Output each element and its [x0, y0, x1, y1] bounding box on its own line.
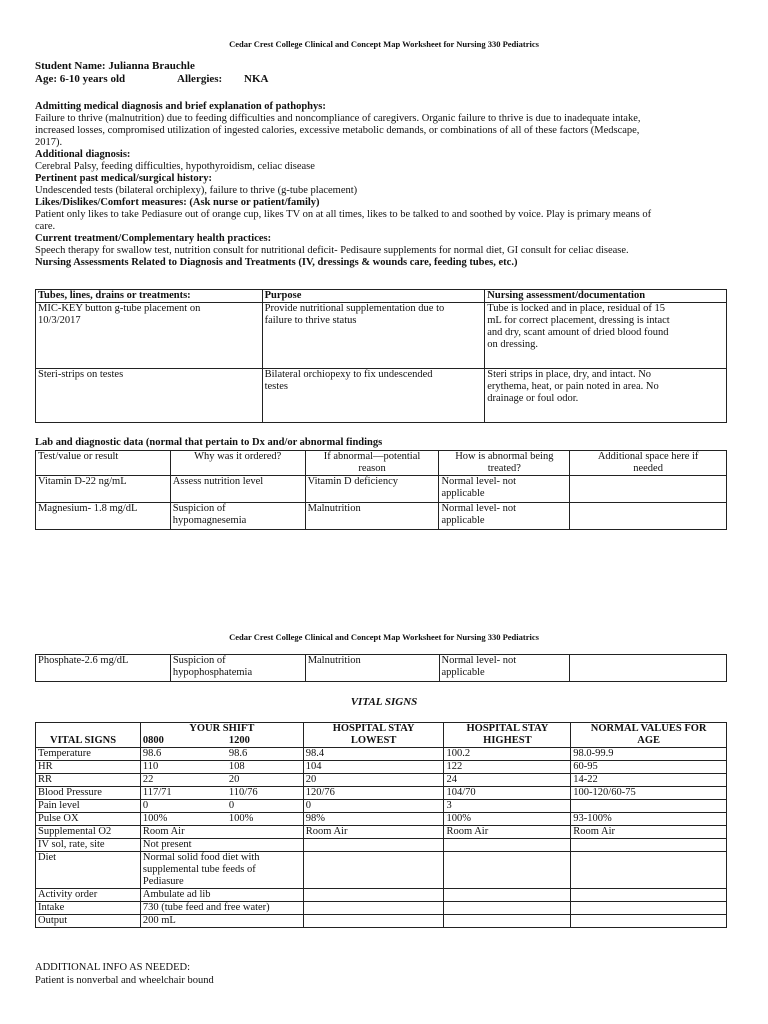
- likes-line: Patient only likes to take Pediasure out of orange cup, likes TV on at all times, likes to be talked to and soothed by voice. Play is primary means of: [35, 209, 652, 220]
- column-header: [170, 451, 305, 476]
- vital-name: Temperature: [36, 748, 141, 761]
- tubes-table: [35, 289, 727, 423]
- table-cell: [36, 476, 171, 503]
- highest-value: 3: [444, 800, 571, 813]
- shift-values: [140, 787, 303, 800]
- value-1200: 98.6: [228, 748, 248, 759]
- table-cell: [485, 303, 727, 369]
- lowest-value: 0: [303, 800, 444, 813]
- value-0800: Room Air: [142, 826, 185, 837]
- column-header: [571, 723, 727, 748]
- lowest-value: 20: [303, 774, 444, 787]
- shift-values: [140, 826, 303, 839]
- shift-pair: [143, 748, 301, 760]
- column-header: [140, 723, 303, 748]
- header-line: Additional space here if: [597, 451, 699, 462]
- table-row: [36, 655, 727, 682]
- cell-line: Malnutrition: [307, 503, 361, 514]
- additional-heading: Additional diagnosis:: [35, 149, 131, 160]
- table-cell: [571, 852, 727, 889]
- likes-heading: Likes/Dislikes/Comfort measures: (Ask nurse or patient/family): [35, 197, 320, 208]
- table-cell: [262, 369, 485, 423]
- cell-line: supplemental tube feeds of: [142, 864, 256, 875]
- allergies-value: NKA: [244, 73, 269, 85]
- admitting-heading: Admitting medical diagnosis and brief explanation of pathophys:: [35, 101, 326, 112]
- column-header: [570, 451, 727, 476]
- table-row: [36, 902, 727, 915]
- value-0800: 98.6: [142, 748, 162, 759]
- cell-line: 730 (tube feed and free water): [142, 902, 270, 913]
- table-row: [36, 476, 727, 503]
- header-line: If abnormal—potential: [323, 451, 421, 462]
- vital-name: RR: [36, 774, 141, 787]
- cell-line: Vitamin D-22 ng/mL: [38, 476, 127, 487]
- table-cell: Phosphate-2.6 mg/dL: [36, 655, 171, 682]
- table-row: [36, 839, 727, 852]
- cell-line: erythema, heat, or pain noted in area. No: [487, 381, 659, 392]
- cell-line: Steri strips in place, dry, and intact. No: [487, 369, 652, 380]
- vital-name: Pulse OX: [36, 813, 141, 826]
- cell-line: mL for correct placement, dressing is intact: [487, 315, 670, 326]
- cell-line: on dressing.: [487, 339, 539, 350]
- cell-line: Assess nutrition level: [172, 476, 264, 487]
- table-cell: [170, 503, 305, 530]
- admitting-line: 2017).: [35, 137, 63, 148]
- column-header: Purpose: [262, 290, 485, 303]
- shift-pair: [143, 761, 301, 773]
- page-title: Cedar Crest College Clinical and Concept Map Worksheet for Nursing 330 Pediatrics: [229, 632, 539, 642]
- cell-line: applicable: [441, 488, 485, 499]
- cell-line: Normal level- not: [441, 476, 517, 487]
- table-row: [36, 813, 727, 826]
- student-name: Student Name: Julianna Brauchle: [35, 60, 195, 72]
- cell-line: Steri-strips on testes: [38, 369, 124, 380]
- table-cell: [444, 889, 571, 902]
- vital-name: Supplemental O2: [36, 826, 141, 839]
- vitals-body: [36, 748, 727, 928]
- header-line: How is abnormal being: [455, 451, 554, 462]
- table-cell: [444, 839, 571, 852]
- table-cell: [439, 476, 570, 503]
- shift-values: [140, 800, 303, 813]
- cell-line: Normal solid food diet with: [142, 852, 260, 863]
- column-header: [444, 723, 571, 748]
- normal-value: [571, 800, 727, 813]
- lowest-value: Room Air: [303, 826, 444, 839]
- header-line: YOUR SHIFT: [189, 723, 255, 734]
- additional-text: Cerebral Palsy, feeding difficulties, hypothyroidism, celiac disease: [35, 161, 315, 172]
- history-text: Undescended tests (bilateral orchiplexy), failure to thrive (g-tube placement): [35, 185, 358, 196]
- normal-value: 60-95: [571, 761, 727, 774]
- column-header: [36, 451, 171, 476]
- table-cell: [571, 915, 727, 928]
- cell-line: Suspicion of: [172, 655, 226, 666]
- shift-values: [140, 813, 303, 826]
- table-cell: [262, 303, 485, 369]
- table-row: [36, 303, 727, 369]
- shift-pair: [143, 813, 301, 825]
- cell-line: Normal level- not: [441, 503, 517, 514]
- narrative-section: [35, 101, 735, 269]
- cell-line: 10/3/2017: [38, 315, 81, 326]
- column-header: [303, 723, 444, 748]
- value-1200: 108: [228, 761, 245, 772]
- table-cell: [570, 655, 727, 682]
- value-1200: 20: [228, 774, 240, 785]
- vital-name: Blood Pressure: [36, 787, 141, 800]
- cell-line: Bilateral orchiopexy to fix undescended: [264, 369, 433, 380]
- header-line: HIGHEST: [483, 735, 532, 746]
- vital-name: Pain level: [36, 800, 141, 813]
- shift-values: [140, 915, 303, 928]
- cell-line: applicable: [441, 515, 485, 526]
- vital-name: IV sol, rate, site: [36, 839, 141, 852]
- additional-info-heading: ADDITIONAL INFO AS NEEDED:: [35, 962, 191, 973]
- value-1200: 100%: [228, 813, 254, 824]
- normal-value: 98.0-99.9: [571, 748, 727, 761]
- time-1200: 1200: [228, 735, 250, 746]
- shift-values: [140, 902, 303, 915]
- cell-line: testes: [264, 381, 288, 392]
- cell-line: 200 mL: [142, 915, 176, 926]
- admitting-line: increased losses, compromised utilization of ingested calories, excessive metabolic demands, or combinations of all of these factors (Medscape,: [35, 125, 640, 136]
- value-1200: [205, 826, 229, 838]
- value-0800: 0: [142, 800, 149, 811]
- table-cell: [571, 889, 727, 902]
- table-header-row: [36, 451, 727, 476]
- normal-value: 93-100%: [571, 813, 727, 826]
- cell-line: hypomagnesemia: [172, 515, 247, 526]
- value-0800: 100%: [142, 813, 168, 824]
- highest-value: 100.2: [444, 748, 571, 761]
- header-line: AGE: [637, 735, 661, 746]
- shift-times: [143, 735, 301, 747]
- normal-value: 14-22: [571, 774, 727, 787]
- table-row: [36, 774, 727, 787]
- header-line: HOSPITAL STAY: [332, 723, 415, 734]
- vitals-table: [35, 722, 727, 928]
- cell-line: drainage or foul odor.: [487, 393, 579, 404]
- highest-value: 100%: [444, 813, 571, 826]
- shift-pair: [143, 787, 301, 799]
- cell-line: Magnesium- 1.8 mg/dL: [38, 503, 138, 514]
- highest-value: 122: [444, 761, 571, 774]
- table-cell: [36, 303, 263, 369]
- table-cell: [444, 852, 571, 889]
- history-heading: Pertinent past medical/surgical history:: [35, 173, 213, 184]
- cell-line: MIC-KEY button g-tube placement on: [38, 303, 201, 314]
- value-1200: 0: [228, 800, 235, 811]
- cell-line: Normal level- not: [441, 655, 517, 666]
- lowest-value: 98.4: [303, 748, 444, 761]
- vital-name: Diet: [36, 852, 141, 889]
- lowest-value: 104: [303, 761, 444, 774]
- table-cell: [170, 476, 305, 503]
- nursing-heading: Nursing Assessments Related to Diagnosis and Treatments (IV, dressings & wounds care, feeding tubes, etc.): [35, 257, 518, 268]
- lab-heading: Lab and diagnostic data (normal that pertain to Dx and/or abnormal findings: [35, 437, 383, 448]
- cell-line: Pediasure: [142, 876, 184, 887]
- table-cell: [571, 839, 727, 852]
- cell-line: failure to thrive status: [264, 315, 357, 326]
- table-cell: [570, 476, 727, 503]
- lowest-value: 98%: [303, 813, 444, 826]
- vitals-title: VITAL SIGNS: [350, 696, 418, 708]
- column-header: Nursing assessment/documentation: [485, 290, 727, 303]
- header-line: reason: [358, 463, 386, 474]
- table-row: [36, 787, 727, 800]
- cell-line: hypophosphatemia: [172, 667, 253, 678]
- header-line: Test/value or result: [38, 451, 119, 462]
- additional-info-text: Patient is nonverbal and wheelchair bound: [35, 975, 214, 986]
- table-row: [36, 748, 727, 761]
- table-cell: [303, 915, 444, 928]
- highest-value: Room Air: [444, 826, 571, 839]
- table-row: [36, 826, 727, 839]
- header-line: LOWEST: [350, 735, 397, 746]
- table-cell: [439, 655, 570, 682]
- table-row: [36, 915, 727, 928]
- vital-name: Intake: [36, 902, 141, 915]
- shift-values: [140, 889, 303, 902]
- value-0800: 117/71: [142, 787, 172, 798]
- lab-table: [35, 450, 727, 530]
- student-age: Age: 6-10 years old: [35, 73, 126, 85]
- page-title: Cedar Crest College Clinical and Concept Map Worksheet for Nursing 330 Pediatrics: [229, 39, 539, 49]
- column-header: [305, 451, 439, 476]
- cell-line: applicable: [441, 667, 485, 678]
- column-header: [439, 451, 570, 476]
- table-cell: [485, 369, 727, 423]
- value-1200: 110/76: [228, 787, 258, 798]
- highest-value: 104/70: [444, 787, 571, 800]
- table-cell: [570, 503, 727, 530]
- table-header-row: [36, 290, 727, 303]
- table-cell: [305, 503, 439, 530]
- cell-line: Tube is locked and in place, residual of 15: [487, 303, 666, 314]
- normal-value: 100-120/60-75: [571, 787, 727, 800]
- shift-pair: [143, 774, 301, 786]
- table-cell: [444, 915, 571, 928]
- normal-value: Room Air: [571, 826, 727, 839]
- cell-line: Vitamin D deficiency: [307, 476, 398, 487]
- vital-name: Activity order: [36, 889, 141, 902]
- treatment-heading: Current treatment/Complementary health practices:: [35, 233, 272, 244]
- table-row: [36, 889, 727, 902]
- vital-name: Output: [36, 915, 141, 928]
- table-cell: [305, 476, 439, 503]
- column-header: Tubes, lines, drains or treatments:: [36, 290, 263, 303]
- shift-values: [140, 839, 303, 852]
- admitting-line: Failure to thrive (malnutrition) due to feeding difficulties and noncompliance of caregivers. Organic failure to thrive is due to inadequate intake,: [35, 113, 641, 124]
- cell-line: and dry, scant amount of dried blood found: [487, 327, 669, 338]
- lowest-value: 120/76: [303, 787, 444, 800]
- cell-line: Suspicion of: [172, 503, 226, 514]
- table-row: [36, 761, 727, 774]
- lab-table-continued: [35, 654, 727, 682]
- table-row: [36, 800, 727, 813]
- table-cell: [303, 839, 444, 852]
- cell-line: Provide nutritional supplementation due to: [264, 303, 445, 314]
- table-cell: [303, 852, 444, 889]
- table-row: [36, 852, 727, 889]
- shift-values: [140, 748, 303, 761]
- table-cell: [303, 902, 444, 915]
- shift-values: [140, 774, 303, 787]
- column-header: VITAL SIGNS: [36, 723, 141, 748]
- table-cell: [571, 902, 727, 915]
- allergies-label: Allergies:: [177, 73, 223, 85]
- treatment-text: Speech therapy for swallow test, nutrition consult for nutritional deficit- Pedisaure supplements for normal diet, GI consult for celiac disease.: [35, 245, 629, 256]
- vital-name: HR: [36, 761, 141, 774]
- cell-line: Ambulate ad lib: [142, 889, 211, 900]
- likes-line: care.: [35, 221, 56, 232]
- header-line: HOSPITAL STAY: [466, 723, 549, 734]
- header-line: Why was it ordered?: [194, 451, 282, 462]
- table-header-row: [36, 723, 727, 748]
- table-cell: [36, 503, 171, 530]
- time-0800: 0800: [142, 735, 164, 746]
- shift-values: [140, 761, 303, 774]
- table-cell: Malnutrition: [305, 655, 439, 682]
- table-cell: [170, 655, 305, 682]
- header-line: needed: [633, 463, 663, 474]
- value-0800: 22: [142, 774, 154, 785]
- table-cell: [303, 889, 444, 902]
- table-row: [36, 369, 727, 423]
- shift-pair: [143, 800, 301, 812]
- header-line: NORMAL VALUES FOR: [590, 723, 707, 734]
- highest-value: 24: [444, 774, 571, 787]
- header-line: treated?: [487, 463, 521, 474]
- table-row: [36, 503, 727, 530]
- cell-line: Not present: [142, 839, 192, 850]
- shift-pair: [143, 826, 301, 838]
- shift-values: [140, 852, 303, 889]
- table-cell: [36, 369, 263, 423]
- value-0800: 110: [142, 761, 159, 772]
- table-cell: [444, 902, 571, 915]
- table-cell: [439, 503, 570, 530]
